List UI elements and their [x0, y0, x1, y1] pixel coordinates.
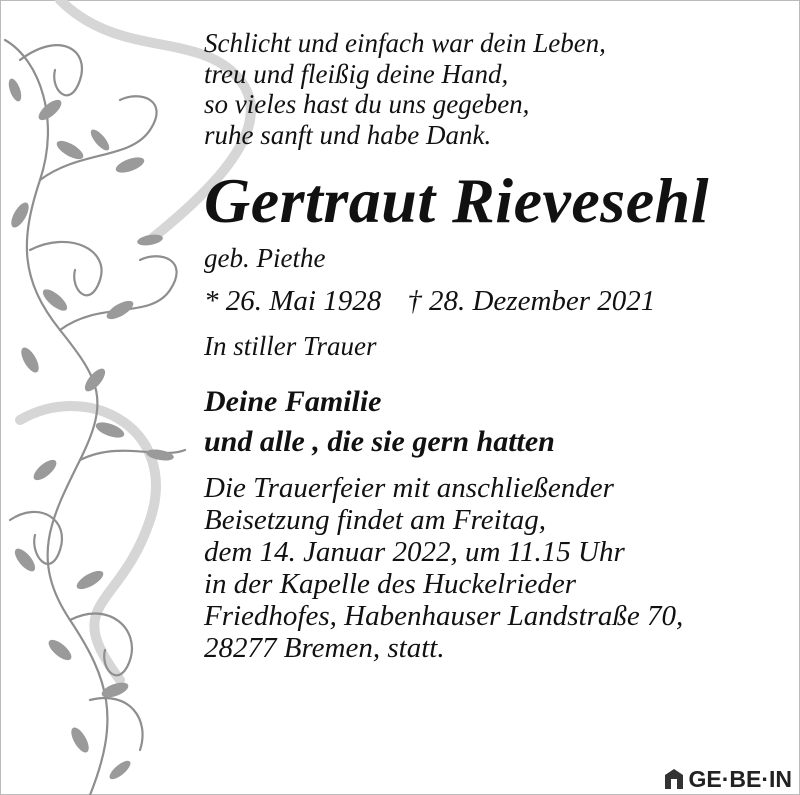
poem-line: treu und fleißig deine Hand,: [204, 58, 509, 89]
birth-name: geb. Piethe: [204, 243, 326, 273]
gebein-logo-icon: [663, 767, 685, 791]
ceremony-line: dem 14. Januar 2022, um 11.15 Uhr: [204, 536, 625, 568]
death-date: † 28. Dezember 2021: [407, 285, 656, 317]
ceremony-line: in der Kapelle des Huckelrieder: [204, 568, 577, 600]
logo-text: GE·BE·IN: [688, 765, 792, 792]
family-line: Deine Familie: [204, 385, 382, 418]
mourning-line: In stiller Trauer: [204, 331, 377, 361]
family-signature: [204, 382, 784, 462]
deceased-name: Gertraut Rievesehl: [204, 165, 709, 236]
ceremony-line: 28277 Bremen, statt.: [204, 632, 445, 664]
life-dates: [204, 284, 784, 318]
poem-line: so vieles hast du uns gegeben,: [204, 89, 530, 119]
obituary-content: [204, 28, 784, 664]
birth-date: * 26. Mai 1928: [204, 285, 382, 317]
ceremony-line: Beisetzung findet am Freitag,: [204, 504, 547, 536]
poem-line: ruhe sanft und habe Dank.: [204, 119, 492, 150]
ceremony-line: Friedhofes, Habenhauser Landstraße 70,: [204, 600, 684, 632]
ceremony-info: [204, 472, 784, 664]
poem: [204, 28, 784, 150]
family-line: und alle , die sie gern hatten: [204, 425, 555, 458]
gebein-logo: [663, 765, 793, 793]
poem-line: Schlicht und einfach war dein Leben,: [204, 28, 606, 58]
ceremony-line: Die Trauerfeier mit anschließender: [204, 472, 614, 504]
